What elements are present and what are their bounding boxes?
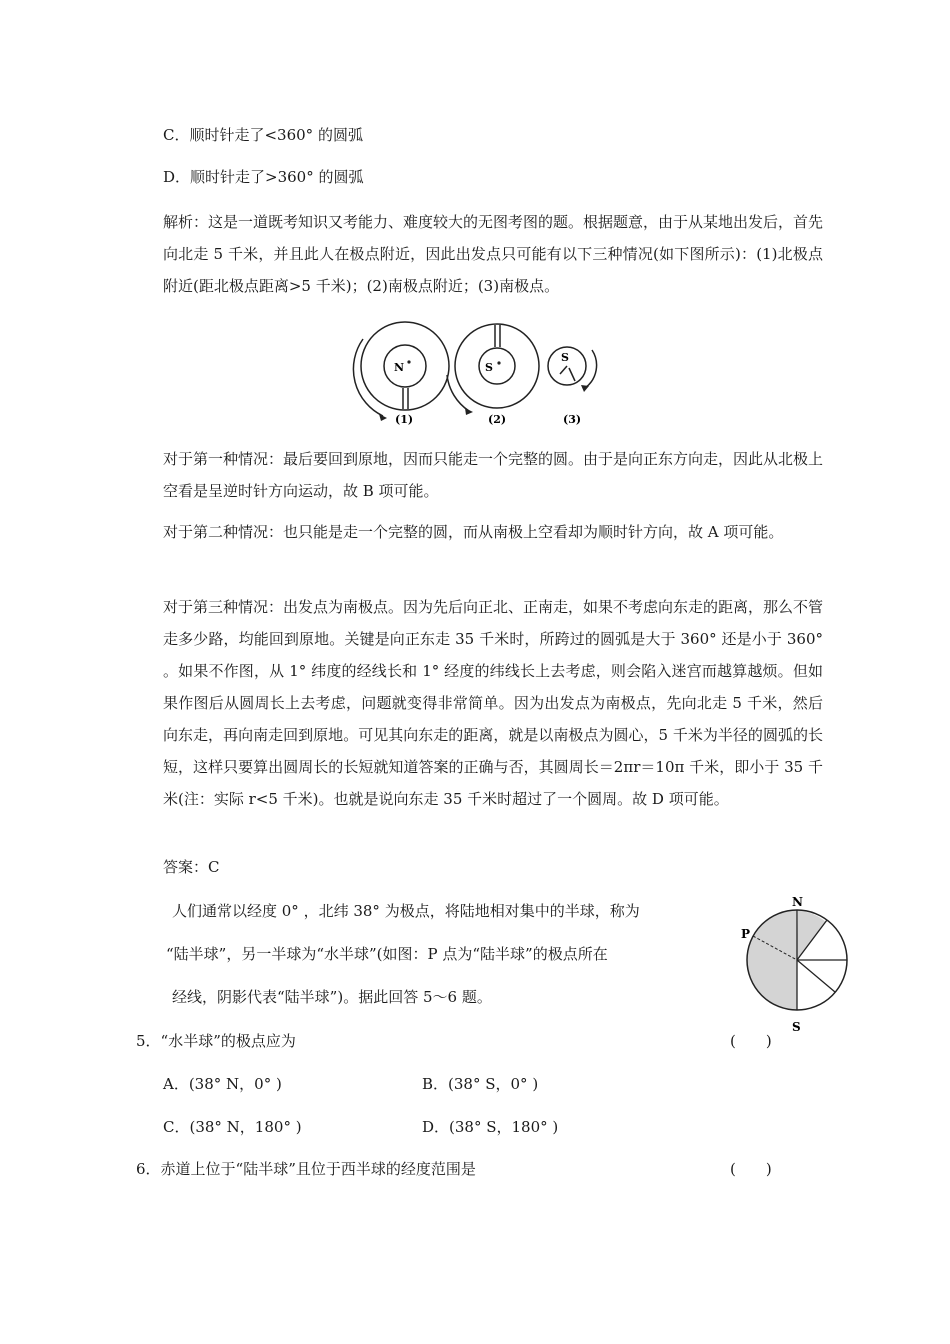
question-5-stem: 5．“水半球”的极点应为: [136, 1032, 296, 1050]
option-c-prev: C．顺时针走了<360° 的圆弧: [163, 126, 363, 144]
figure-label-3: (3): [563, 413, 582, 426]
question-6-stem: 6．赤道上位于“陆半球”且位于西半球的经度范围是: [136, 1160, 476, 1178]
hemisphere-p-label: P: [741, 927, 751, 941]
pole-s-label-3: S: [561, 351, 569, 364]
answer: 答案：C: [163, 858, 220, 876]
figure-label-2: (2): [488, 413, 507, 426]
q5-option-d: D．(38° S，180° ): [422, 1118, 559, 1136]
analysis-case-1: 对于第一种情况：最后要回到原地，因而只能走一个完整的圆。由于是向正东方向走，因此从北极上空看是呈逆时针方向运动，故 B 项可能。: [163, 450, 824, 500]
pole-n-label: N: [394, 361, 405, 374]
figure-label-1: (1): [395, 413, 414, 426]
pole-s-label-2: S: [485, 361, 493, 374]
passage-line-1: 人们通常以经度 0° ，北纬 38° 为极点，将陆地相对集中的半球，称为: [172, 902, 640, 920]
option-d-prev: D．顺时针走了>360° 的圆弧: [163, 168, 364, 186]
analysis-intro: 解析：这是一道既考知识又考能力、难度较大的无图考图的题。根据题意，由于从某地出发后，首先向北走 5 千米，并且此人在极点附近，因此出发点只可能有以下三种情况(如下图所示)：(1)北极点附近(距北极点距离>5 千米)；(2)南极点附近；(3)南极点。: [163, 213, 824, 295]
passage-line-2: “陆半球”，另一半球为“水半球”(如图：P 点为“陆半球”的极点所在: [166, 945, 608, 963]
question-6-blank: ( ): [730, 1160, 772, 1178]
hemisphere-n-label: N: [792, 895, 803, 909]
q5-option-a: A．(38° N，0° ): [163, 1075, 282, 1093]
land-hemisphere-figure: [735, 893, 855, 1035]
passage-line-3: 经线，阴影代表“陆半球”)。据此回答 5～6 题。: [172, 988, 492, 1006]
analysis-case-3: 对于第三种情况：出发点为南极点。因为先后向正北、正南走，如果不考虑向东走的距离，那么不管走多少路，均能回到原地。关键是向正东走 35 千米时，所跨过的圆弧是大于 360° 还是小于 360° 。如果不作图，从 1° 纬度的经线长和 1° 经度的纬线长上去考虑，则会陷入迷宫而越算越烦。但如果作图后从圆周长上去考虑，问题就变得非常简单。因为出发点为南极点，先向北走 5 千米，然后向东走，再向南走回到原地。可见其向东走的距离，就是以南极点为圆心，5 千米为半径的圆弧的长短，这样只要算出圆周长的长短就知道答案的正确与否，其圆周长＝2πr＝10π 千米，即小于 35 千米(注：实际 r<5 千米)。也就是说向东走 35 千米时超过了一个圆周。故 D 项可能。: [163, 598, 824, 808]
analysis-case-2: 对于第二种情况：也只能是走一个完整的圆，而从南极上空看却为顺时针方向，故 A 项可能。: [163, 523, 784, 541]
q5-option-b: B．(38° S，0° ): [422, 1075, 539, 1093]
hemisphere-s-label: S: [792, 1020, 801, 1034]
three-poles-figure: [345, 315, 615, 430]
q5-option-c: C．(38° N，180° ): [163, 1118, 302, 1136]
question-5-blank: ( ): [730, 1032, 772, 1050]
